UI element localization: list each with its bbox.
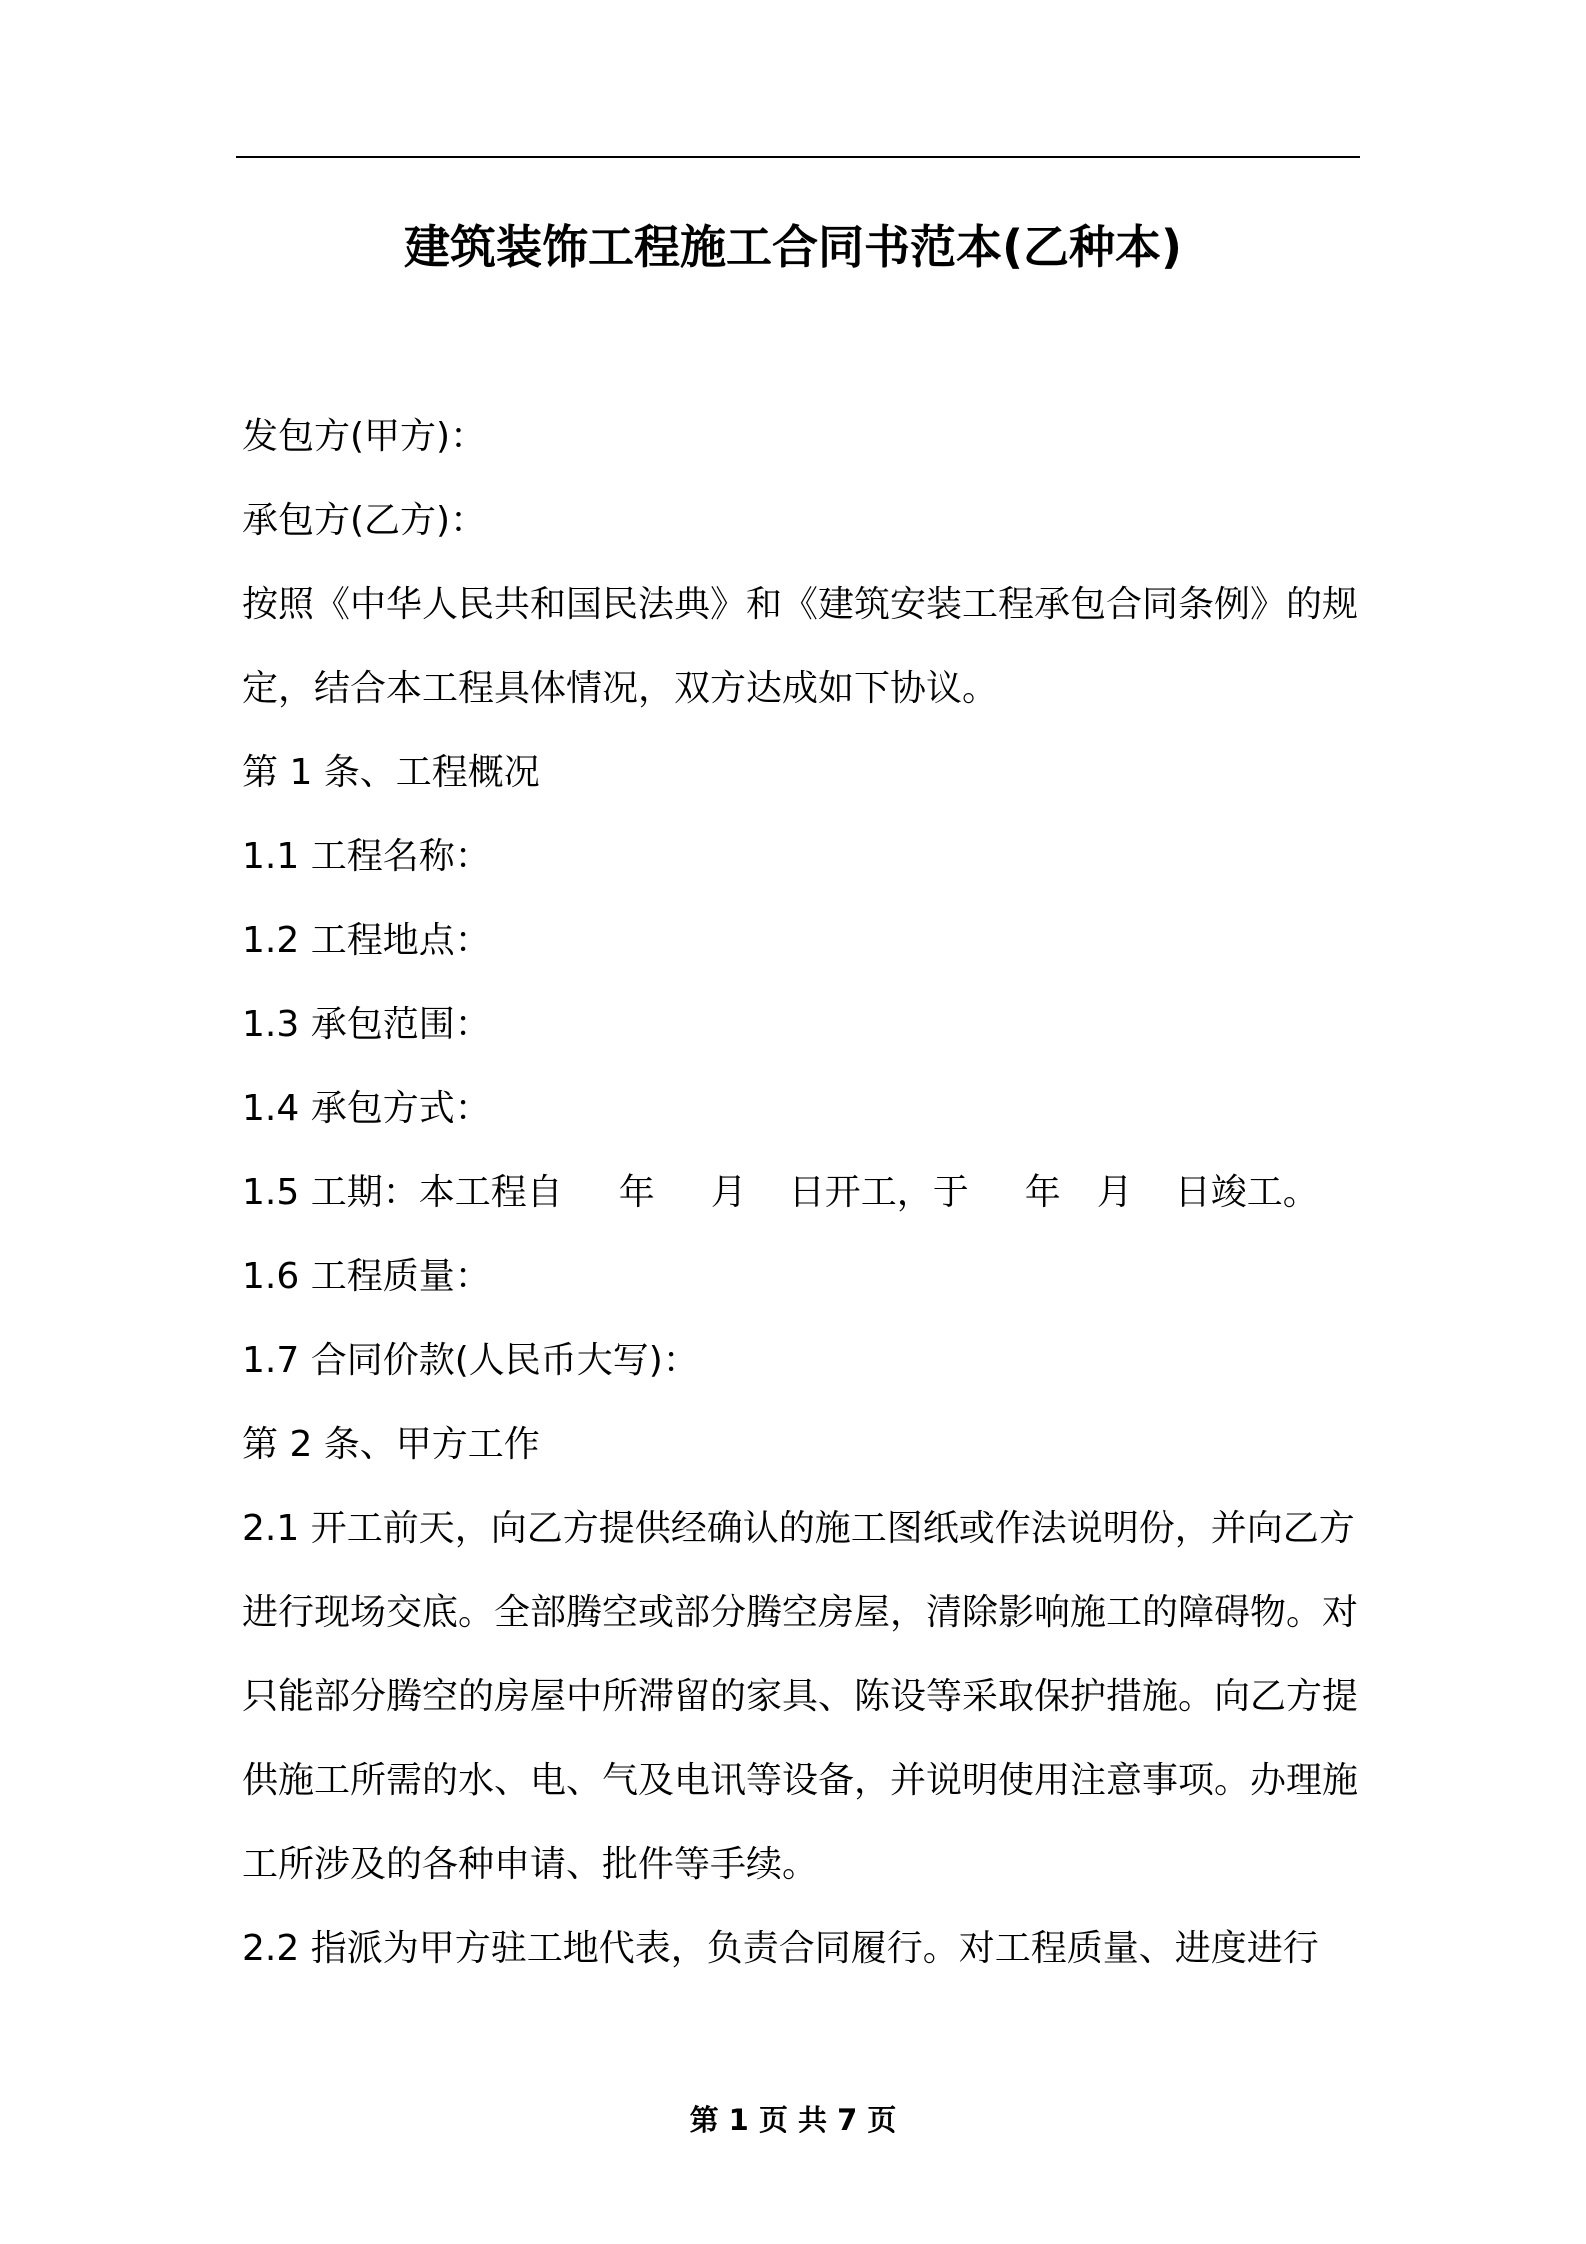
party-b-line: 承包方(乙方)： (242, 500, 487, 541)
party-a-line: 发包方(甲方)： (242, 416, 487, 457)
period-prefix: 1.5 工期：本工程自 (242, 1172, 563, 1213)
item-project-location: 1.2 工程地点： (242, 920, 491, 961)
article-1-heading: 第 1 条、工程概况 (242, 752, 540, 793)
article-2-heading: 第 2 条、甲方工作 (242, 1424, 540, 1465)
period-end-year: 年 (1024, 1172, 1061, 1213)
period-end-day: 日竣工。 (1174, 1172, 1319, 1213)
period-start-year: 年 (618, 1172, 655, 1213)
item-project-name: 1.1 工程名称： (242, 836, 491, 877)
period-start-day: 日开工，于 (788, 1172, 969, 1213)
item-project-quality: 1.6 工程质量： (242, 1256, 491, 1297)
item-contract-method: 1.4 承包方式： (242, 1088, 491, 1129)
clause-2-2: 2.2 指派为甲方驻工地代表，负责合同履行。对工程质量、进度进行 (242, 1928, 1319, 1969)
clause-2-1: 2.1 开工前天，向乙方提供经确认的施工图纸或作法说明份，并向乙方进行现场交底。全部腾空或部分腾空房屋，清除影响施工的障碍物。对只能部分腾空的房屋中所滞留的家具、陈设等采取保护措施。向乙方提供施工所需的水、电、气及电讯等设备，并说明使用注意事项。办理施工所涉及的各种申请、批件等手续。 (242, 1508, 1359, 1885)
item-contract-scope: 1.3 承包范围： (242, 1004, 491, 1045)
period-start-month: 月 (710, 1172, 747, 1213)
document-body (242, 395, 1360, 1991)
page-footer: 第 1 页 共 7 页 (689, 2103, 897, 2137)
period-end-month: 月 (1096, 1172, 1133, 1213)
item-construction-period (242, 1151, 1360, 1235)
document-title: 建筑装饰工程施工合同书范本(乙种本) (403, 220, 1183, 274)
intro-paragraph: 按照《中华人民共和国民法典》和《建筑安装工程承包合同条例》的规定，结合本工程具体情况，双方达成如下协议。 (242, 584, 1359, 709)
item-contract-price: 1.7 合同价款(人民币大写)： (242, 1340, 699, 1381)
header-rule (236, 156, 1360, 158)
